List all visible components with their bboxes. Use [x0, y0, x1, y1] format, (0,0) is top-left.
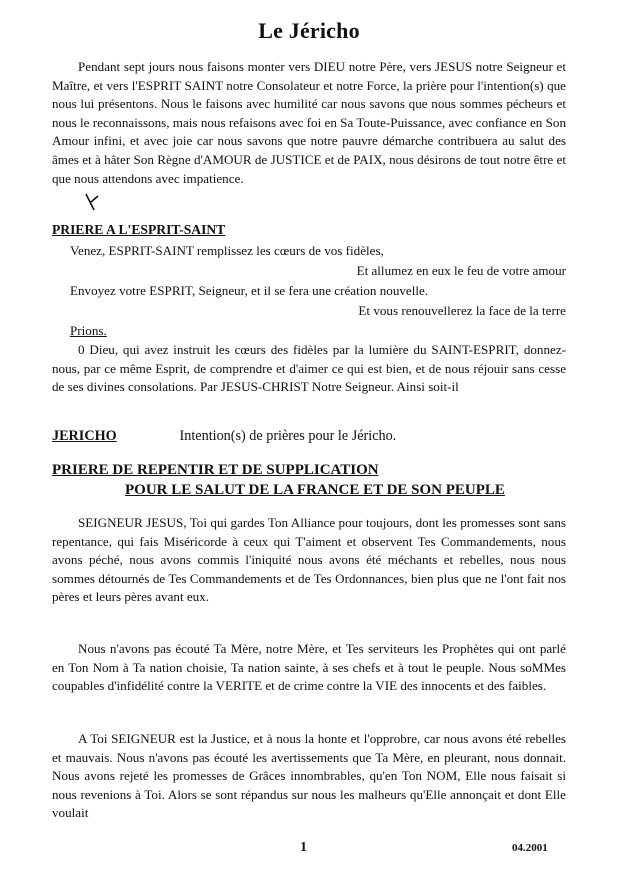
prayer-line-4: Et vous renouvellerez la face de la terre [358, 303, 566, 318]
jericho-row [52, 428, 396, 445]
supplication-heading-2: POUR LE SALUT DE LA FRANCE ET DE SON PEUPLE [125, 482, 505, 498]
prions-row [52, 322, 584, 341]
prayer-heading: PRIERE A L'ESPRIT-SAINT [52, 222, 226, 237]
page-title: Le Jéricho [258, 18, 360, 43]
prayer-line-2: Et allumez en eux le feu de votre amour [356, 263, 566, 278]
prions-paragraph: 0 Dieu, qui avez instruit les cœurs des fidèles par la lumière du SAINT-ESPRIT, donnez-nous, par ce même Esprit, de comprendre et d'aimer ce qui est bien, et de nous réjouir sans cesse de ses divines consolations. Par JESUS-CHRIST Notre Seigneur. Ainsi soit-il [52, 342, 566, 395]
prions-label: Prions. [70, 323, 107, 338]
paragraph-1: SEIGNEUR JESUS, Toi qui gardes Ton Alliance pour toujours, dont les promesses sont sans repentance, qui fais Miséricorde à ceux qui T'aiment et observent Tes Commandements, nous avons péché, nous avons commis l'iniquité nous avons été méchants et rebelles, nous nous sommes détournés de Tes Commandements et de Tes Ordonnances, bien plus que ne l'ont fait nos pères et leurs pères avant eux. [52, 515, 566, 605]
jericho-text: Intention(s) de prières pour le Jéricho. [179, 428, 397, 444]
prayer-line-1: Venez, ESPRIT-SAINT remplissez les cœurs de vos fidèles, [70, 243, 384, 258]
paragraph-2: Nous n'avons pas écouté Ta Mère, notre Mère, et Tes serviteurs les Prophètes qui ont parlé en Ton Nom à Ta nation choisie, Ta nation sainte, à ses chefs et à tout le peuple. Nous soMMes coupables d'infidélité contre la VERITE et de crime contre la VIE des innocents et des faibles. [52, 641, 566, 694]
intro-paragraph: Pendant sept jours nous faisons monter vers DIEU notre Père, vers JESUS notre Seigneur et Maître, et vers l'ESPRIT SAINT notre Consolateur et notre Force, la prière pour l'intention(s) que nous lui présentons. Nous le faisons avec humilité car nous savons que nous sommes pécheurs et nous le reconnaissons, mais nous refaisons avec foi en Sa Toute-Puissance, avec confiance en Son Amour infini, et avec joie car nous savons que notre pauvre démarche contribuera au salut des âmes et à hâter Son Règne d'AMOUR de JUSTICE et de PAIX, nous désirons de tout notre être et que nous attendons avec impatience. [52, 59, 566, 186]
handwritten-mark-icon [83, 190, 101, 212]
page-number: 1 [300, 840, 307, 855]
paragraph-3: A Toi SEIGNEUR est la Justice, et à nous la honte et l'opprobre, car nous avons été rebelles et mauvais. Nous n'avons pas écouté les avertissements que Ta Mère, en pleurant, nous donnait. Nous avons rejeté les promesses de Grâces innombrables, qu'en Ton NOM, Elle nous faisait si nous revenions à Toi. Alors se sont répandus sur nous les malheurs qu'Elle annonçait et dont Elle voulait [52, 731, 566, 821]
document-date: 04.2001 [512, 842, 548, 854]
supplication-heading-1: PRIERE DE REPENTIR ET DE SUPPLICATION [52, 462, 379, 478]
jericho-label: JERICHO [52, 428, 117, 444]
prayer-line-3: Envoyez votre ESPRIT, Seigneur, et il se fera une création nouvelle. [70, 283, 429, 298]
